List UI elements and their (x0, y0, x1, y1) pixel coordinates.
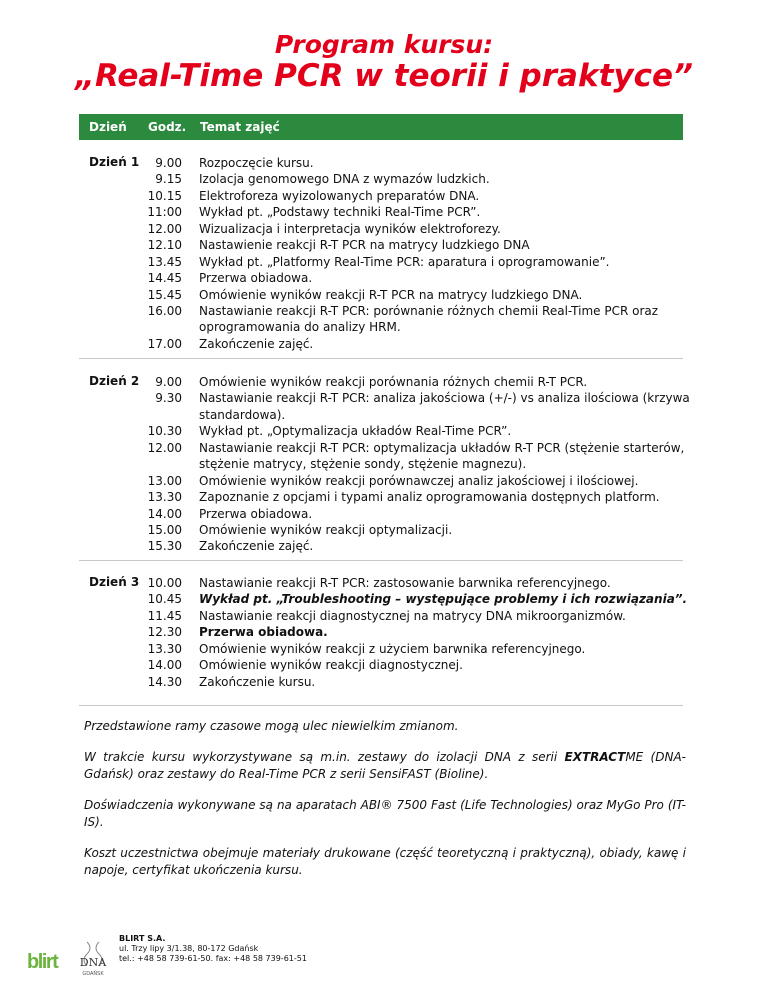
topic: Wykład pt. „Optymalizacja układów Real-Time PCR”. (199, 424, 512, 439)
topic: Przerwa obiadowa. (199, 625, 328, 640)
hour: 10.15 (147, 188, 182, 203)
hour: 9.00 (155, 156, 182, 170)
topic: Omówienie wyników reakcji optymalizacji. (199, 522, 453, 537)
day-1-topics (199, 155, 682, 352)
hour: 14.30 (147, 674, 182, 689)
footer (119, 934, 307, 964)
topic: Nastawianie reakcji R-T PCR: optymalizacja układów R-T PCR (stężenie starterów, (199, 440, 685, 455)
hour: 13.30 (147, 641, 182, 656)
topic: oprogramowania do analizy HRM. (199, 320, 401, 335)
hour: 12.30 (147, 625, 182, 640)
day-3-topics (199, 575, 688, 690)
hour: 9.00 (155, 375, 182, 389)
topic: Wizualizacja i interpretacja wyników elektroforezy. (199, 221, 501, 236)
topic: Zakończenie kursu. (199, 674, 316, 689)
table-header (79, 114, 683, 140)
topic: Zakończenie zajęć. (199, 336, 314, 351)
hour: 13.00 (147, 473, 182, 488)
hour: 10.45 (147, 592, 182, 607)
day-separator (79, 560, 683, 561)
day-3-hours (130, 575, 182, 690)
topic: Zapoznanie z opcjami i typami analiz oprogramowania dostępnych platform. (199, 490, 660, 505)
dna-gdansk-logo (73, 940, 113, 984)
day-1-label: Dzień 1 (89, 155, 140, 169)
hour (130, 456, 182, 472)
topic: Wykład pt. „Troubleshooting – występujące problemy i ich rozwiązania”. (199, 592, 688, 607)
program-title: Program kursu: (274, 30, 494, 59)
topic: Przerwa obiadowa. (199, 506, 313, 521)
note-cost: Koszt uczestnictwa obejmuje materiały drukowane (część teoretyczną i praktyczną), obiady, kawę i napoje, certyfikat ukończenia kursu. (84, 846, 686, 877)
hour: 9.30 (155, 391, 182, 406)
hour (130, 319, 182, 335)
topic: Omówienie wyników reakcji R-T PCR na matrycy ludzkiego DNA. (199, 287, 583, 302)
column-day: Dzień (89, 120, 127, 134)
topic: Nastawienie reakcji R-T PCR na matrycy ludzkiego DNA (199, 238, 530, 253)
hour: 14.45 (147, 271, 182, 286)
topic: Omówienie wyników reakcji z użyciem barwnika referencyjnego. (199, 641, 586, 656)
hour: 12.10 (147, 238, 182, 253)
hour: 11.45 (147, 608, 182, 623)
topic: Rozpoczęcie kursu. (199, 156, 314, 170)
topic: Nastawianie reakcji diagnostycznej na matrycy DNA mikroorganizmów. (199, 608, 626, 623)
hour: 14.00 (147, 506, 182, 521)
footer-contact: tel.: +48 58 739-61-50. fax: +48 58 739-61-51 (119, 954, 307, 963)
topic: Nastawianie reakcji R-T PCR: porównanie różnych chemii Real-Time PCR oraz (199, 303, 659, 318)
hour: 9.15 (155, 172, 182, 187)
column-topic: Temat zajęć (200, 120, 280, 134)
hour: 15.45 (147, 287, 182, 302)
day-3-label: Dzień 3 (89, 575, 140, 589)
topic: Nastawianie reakcji R-T PCR: zastosowanie barwnika referencyjnego. (199, 576, 611, 590)
hour: 12.00 (147, 221, 182, 236)
topic: Przerwa obiadowa. (199, 271, 313, 286)
note-kits (84, 749, 686, 783)
notes (84, 718, 686, 893)
topic: standardowa). (199, 407, 286, 422)
topic: Izolacja genomowego DNA z wymazów ludzkich. (199, 172, 490, 187)
day-separator (79, 705, 683, 706)
hour: 13.45 (147, 254, 182, 269)
hour: 17.00 (147, 336, 182, 351)
topic: Omówienie wyników reakcji porównawczej analiz jakościowej i ilościowej. (199, 473, 639, 488)
topic: Elektroforeza wyizolowanych preparatów DNA. (199, 188, 480, 203)
hour: 15.00 (147, 522, 182, 537)
hour: 11:00 (147, 205, 182, 220)
topic: Wykład pt. „Platformy Real-Time PCR: aparatura i oprogramowanie”. (199, 254, 610, 269)
topic: Omówienie wyników reakcji porównania różnych chemii R-T PCR. (199, 375, 588, 389)
dna-logo-text: DNA (79, 956, 107, 969)
hour: 10.30 (147, 424, 182, 439)
blirt-logo (27, 950, 71, 976)
hour (130, 407, 182, 423)
topic: Wykład pt. „Podstawy techniki Real-Time PCR”. (199, 205, 481, 220)
note-kits-brand: EXTRACT (564, 750, 626, 764)
day-2-label: Dzień 2 (89, 374, 140, 388)
note-timing: Przedstawione ramy czasowe mogą ulec niewielkim zmianom. (84, 719, 459, 733)
note-kits-text-1: W trakcie kursu wykorzystywane są m.in. zestawy do izolacji DNA z serii (84, 750, 565, 764)
course-title: „Real-Time PCR w teorii i praktyce” (75, 58, 693, 94)
day-2-topics (199, 374, 690, 555)
footer-company: BLIRT S.A. (119, 934, 166, 943)
column-hour: Godz. (148, 120, 187, 134)
hour: 12.00 (147, 440, 182, 455)
day-1-hours (130, 155, 182, 352)
note-kits-text-2: ME (DNA-Gdańsk) oraz zestawy do Real-Time PCR z serii SensiFAST (Bioline). (84, 750, 686, 781)
day-2-hours (130, 374, 182, 555)
day-separator (79, 358, 683, 359)
footer-address: ul. Trzy lipy 3/1.38, 80-172 Gdańsk (119, 944, 259, 953)
hour: 15.30 (147, 539, 182, 554)
topic: Zakończenie zajęć. (199, 539, 314, 554)
hour: 16.00 (147, 303, 182, 318)
topic: Omówienie wyników reakcji diagnostycznej. (199, 658, 463, 673)
hour: 10.00 (147, 576, 182, 590)
note-devices: Doświadczenia wykonywane są na aparatach ABI® 7500 Fast (Life Technologies) oraz MyGo Pro (IT-IS). (84, 798, 686, 829)
hour: 13.30 (147, 490, 182, 505)
hour: 14.00 (147, 658, 182, 673)
topic: stężenie matrycy, stężenie sondy, stężenie magnezu). (199, 457, 527, 472)
topic: Nastawianie reakcji R-T PCR: analiza jakościowa (+/-) vs analiza ilościowa (krzywa (199, 391, 690, 406)
blirt-logo-text: blirt (27, 951, 58, 972)
gdansk-logo-text: GDAŃSK (82, 971, 104, 977)
